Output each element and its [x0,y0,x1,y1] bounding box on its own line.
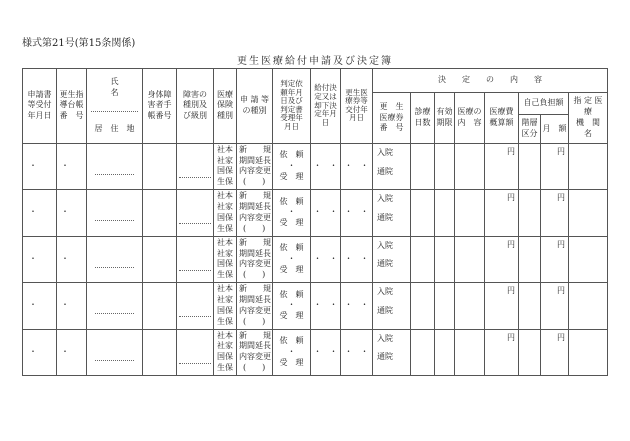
cell-result[interactable]: 依 頼 ・ 受 理 [273,143,311,189]
header-address: 居 住 地 [94,123,135,133]
cell-request-type[interactable]: 新 規 期間延長 内容変更 ( ) [237,329,273,375]
cell-result[interactable]: 依 頼 ・ 受 理 [273,329,311,375]
cell-bracket[interactable] [519,190,541,236]
header-line: 月日 [284,122,299,132]
cell-designated-facility[interactable] [569,236,608,282]
header-request-type [237,69,273,144]
cell-status[interactable]: 入院 通院 [373,283,411,329]
cell-result[interactable]: 依 頼 ・ 受 理 [273,283,311,329]
cell-bracket[interactable] [519,143,541,189]
cell-insurance-type[interactable]: 社本 社家 国保 生保 [214,329,237,375]
header-line: 有効 [436,107,453,117]
cell-disability-type[interactable] [177,236,214,282]
table-row [23,143,608,189]
header-line: 導台帳 [59,100,84,110]
cell-name-address[interactable] [87,329,143,375]
header-line: 診療 [414,107,431,117]
header-line: 内 容 [457,117,482,127]
header-line: 却下決 [314,100,337,110]
header-copay: 自己負担額 [519,93,569,115]
cell-cost-estimate[interactable]: 円 [485,283,519,329]
cell-validity[interactable] [435,236,455,282]
cell-application-date[interactable]: ・ ・ [23,236,57,282]
header-line: 更生指 [59,89,84,99]
cell-application-date[interactable]: ・ ・ [23,143,57,189]
cell-treatment-days[interactable] [411,236,435,282]
cell-request-type[interactable]: 新 規 期間延長 内容変更 ( ) [237,236,273,282]
header-line: 帳番号 [147,111,172,121]
cell-monthly-amount[interactable]: 円 [541,143,569,189]
header-row-1 [23,69,608,93]
cell-name-address[interactable] [87,190,143,236]
cell-disability-type[interactable] [177,143,214,189]
cell-treatment-contents[interactable] [455,329,485,375]
cell-ticket-date[interactable]: ・ ・ [341,283,373,329]
header-line: 申 請 等 [239,95,270,105]
cell-bracket[interactable] [519,329,541,375]
header-line: 定年月 [314,109,337,119]
header-line: 申請書 [27,89,52,99]
cell-result[interactable]: 依 頼 ・ 受 理 [273,190,311,236]
cell-cost-estimate[interactable]: 円 [485,329,519,375]
cell-treatment-contents[interactable] [455,283,485,329]
cell-monthly-amount[interactable]: 円 [541,190,569,236]
header-line: 給付決 [314,83,337,93]
cell-status[interactable]: 入院 通院 [373,329,411,375]
cell-cost-estimate[interactable]: 円 [485,143,519,189]
header-line: 判定書 [280,104,303,114]
header-line: 日数 [414,117,431,127]
cell-disability-type[interactable] [177,329,214,375]
cell-application-date[interactable]: ・ ・ [23,329,57,375]
cell-validity[interactable] [435,143,455,189]
cell-treatment-days[interactable] [411,283,435,329]
cell-treatment-contents[interactable] [455,143,485,189]
header-disability-type [177,69,214,144]
header-decision-date [311,69,341,144]
cell-decision-date[interactable]: ・ ・ [311,143,341,189]
header-line: 医療費 [489,107,514,117]
cell-cost-estimate[interactable]: 円 [485,236,519,282]
header-decision-contents: 決 定 の 内 容 [373,69,608,93]
cell-treatment-contents[interactable] [455,236,485,282]
cell-validity[interactable] [435,283,455,329]
header-treatment-days [411,93,435,143]
header-line: 年月日 [27,111,52,121]
header-line: 種別及 [183,100,207,110]
header-line: 療券等 [345,96,368,106]
header-line: 保険 [217,100,233,110]
cell-disability-type[interactable] [177,190,214,236]
header-validity [435,93,455,143]
cell-bracket[interactable] [519,283,541,329]
form-reference: 様式第21号(第15条関係) [22,38,136,49]
header-name: 氏 名 [110,77,151,97]
cell-treatment-days[interactable] [411,190,435,236]
cell-decision-date[interactable]: ・ ・ [311,236,341,282]
cell-disability-cert[interactable] [143,190,177,236]
header-name-address [87,69,151,144]
cell-decision-date[interactable]: ・ ・ [311,190,341,236]
cell-disability-type[interactable] [177,283,214,329]
header-line: 医療の [457,107,482,117]
header-line: 定又は [314,91,337,101]
cell-name-address[interactable] [87,283,143,329]
header-line: 身体障 [147,89,172,99]
cell-bracket[interactable] [519,236,541,282]
header-application-date [23,69,57,144]
cell-ticket-date[interactable]: ・ ・ [341,143,373,189]
header-line: 日及び [280,96,303,106]
header-line: 障害の [183,89,207,99]
cell-insurance-type[interactable]: 社本 社家 国保 生保 [214,283,237,329]
cell-ticket-date[interactable]: ・ ・ [341,236,373,282]
cell-status[interactable]: 入院 通院 [373,236,411,282]
cell-ticket-date[interactable]: ・ ・ [341,329,373,375]
header-monthly-amount: 月 額 [541,115,569,143]
header-bracket [519,115,541,143]
cell-designated-facility[interactable] [569,329,608,375]
header-line: び級別 [183,111,207,121]
cell-designated-facility[interactable] [569,283,608,329]
header-judgment-date [273,69,311,144]
header-line: 害者手 [147,100,172,110]
cell-monthly-amount[interactable]: 円 [541,236,569,282]
cell-treatment-days[interactable] [411,329,435,375]
header-ticket-date [341,69,373,144]
cell-application-date[interactable]: ・ ・ [23,283,57,329]
table-row [23,329,608,375]
cell-name-address[interactable] [87,143,143,189]
header-treatment-contents [455,93,485,143]
header-line: 階層 [521,118,538,128]
header-line: の種別 [242,105,267,115]
table-row [23,236,608,282]
cell-decision-date[interactable]: ・ ・ [311,283,341,329]
table-row [23,190,608,236]
cell-designated-facility[interactable] [569,190,608,236]
header-line: 概算額 [489,117,514,127]
header-line: 受理年 [280,113,303,123]
cell-result[interactable]: 依 頼 ・ 受 理 [273,236,311,282]
cell-ticket-date[interactable]: ・ ・ [341,190,373,236]
document-title: 更生医療給付申請及び決定簿 [237,56,393,67]
cell-request-type[interactable]: 新 規 期間延長 内容変更 ( ) [237,143,273,189]
cell-validity[interactable] [435,190,455,236]
header-line: 期限 [436,117,453,127]
cell-decision-date[interactable]: ・ ・ [311,329,341,375]
header-line: 番 号 [59,111,84,121]
cell-insurance-type[interactable]: 社本 社家 国保 生保 [214,143,237,189]
table-row [23,283,608,329]
cell-disability-cert[interactable] [143,143,177,189]
cell-validity[interactable] [435,329,455,375]
cell-request-type[interactable]: 新 規 期間延長 内容変更 ( ) [237,283,273,329]
cell-treatment-days[interactable] [411,143,435,189]
cell-disability-cert[interactable] [143,283,177,329]
cell-request-type[interactable]: 新 規 期間延長 内容変更 ( ) [237,190,273,236]
header-line: 等受付 [27,100,52,110]
cell-insurance-type[interactable]: 社本 社家 国保 生保 [214,236,237,282]
header-line: 機 関 名 [576,117,608,138]
cell-name-address[interactable] [87,236,143,282]
register-table [22,68,608,376]
cell-treatment-contents[interactable] [455,190,485,236]
header-line: 区分 [521,129,538,139]
header-cost-estimate [485,93,519,143]
header-ticket-no [373,93,411,143]
header-line: 番 号 [379,123,404,133]
cell-monthly-amount[interactable]: 円 [541,329,569,375]
cell-designated-facility[interactable] [569,143,608,189]
header-line: 判定依 [280,78,303,88]
cell-disability-cert[interactable] [143,329,177,375]
cell-cost-estimate[interactable]: 円 [485,190,519,236]
cell-status[interactable]: 入院 通院 [373,190,411,236]
header-designated-facility [569,93,608,143]
header-register-no [57,69,87,144]
header-insurance-type [214,69,237,144]
header-line: 医療券 [379,112,404,122]
header-line: 指 定 医 療 [573,96,603,117]
cell-insurance-type[interactable]: 社本 社家 国保 生保 [214,190,237,236]
cell-status[interactable]: 入院 通院 [373,143,411,189]
header-line: 頼年月 [280,87,303,97]
header-line: 更 生 [379,101,404,111]
header-line: 日 [321,117,330,127]
cell-monthly-amount[interactable]: 円 [541,283,569,329]
cell-disability-cert[interactable] [143,236,177,282]
header-line: 更生医 [345,87,368,97]
header-line: 交付年 [345,104,368,114]
cell-application-date[interactable]: ・ ・ [23,190,57,236]
header-line: 月日 [349,113,364,123]
header-line: 医療 [217,89,233,99]
header-line: 種別 [217,111,233,121]
